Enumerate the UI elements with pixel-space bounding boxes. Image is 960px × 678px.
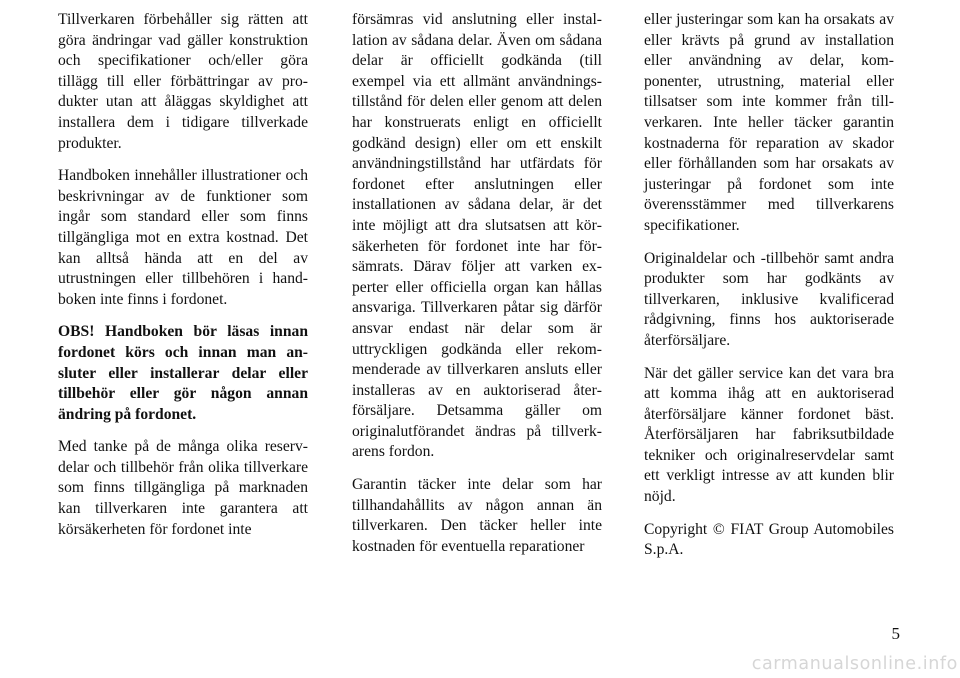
notice-paragraph: OBS! Handboken bör läsas innan fordonet körs och innan man ansluter eller installerar delar eller tillbehör eller gör någon annan ändring på fordonet. <box>58 323 308 423</box>
paragraph: Garantin täcker inte delar som har tillhandahållits av någon annan än tillverkaren. Den täcker heller inte kostnaden för eventuella reparationer <box>352 476 602 555</box>
paragraph: Tillverkaren förbehåller sig rätten att göra ändringar vad gäller konstruktion och specifikationer och/eller göra tillägg till eller förbättringar av produkter utan att åläggas skyldighet att installera dem i tidigare tillverkade produkter. <box>58 11 308 152</box>
text-column-2 <box>352 10 602 569</box>
paragraph: försämras vid anslutning eller installation av sådana delar. Även om sådana delar är officiellt godkända (till exempel via ett allmänt användningstillstånd för delen eller genom att delen har konstruerats enligt en officiellt godkänd design) eller om ett enskilt användningstillstånd har utfärdats för fordonet efter anslutningen eller installationen av sådana delar, är det inte möjligt att dra slutsatsen att körsäkerheten för fordonet inte har försämrats. Därav följer att varken experter eller officiella organ kan hållas ansvariga. Tillverkaren påtar sig därför ansvar endast när delar som är uttryckligen godkända eller rekommenderade av tillverkaren ansluts eller installeras av en auktoriserad återförsäljare. Detsamma gäller om originalutförandet ändras på tillverkarens fordon. <box>352 11 602 461</box>
text-column-1 <box>58 10 308 552</box>
paragraph: eller justeringar som kan ha orsakats av eller krävts på grund av installation eller användning av delar, komponenter, utrustning, material eller tillsatser som inte kommer från tillverkaren. Inte heller täcker garantin kostnaderna för reparation av skador eller förhållanden som har orsakats av justeringar på fordonet som inte överensstämmer med tillverkarens specifikationer. <box>644 11 894 234</box>
paragraph: Originaldelar och -tillbehör samt andra produkter som har godkänts av tillverkaren, inklusive kvalificerad rådgivning, finns hos auktoriserade återförsäljare. <box>644 249 894 349</box>
watermark: carmanualsonline.info <box>751 654 958 674</box>
copyright-paragraph: Copyright © FIAT Group Automobiles S.p.A. <box>644 520 894 559</box>
page-number: 5 <box>891 624 900 643</box>
paragraph: Med tanke på de många olika reservdelar och tillbehör från olika tillverkare som finns tillgängliga på marknaden kan tillverkaren inte garantera att körsäkerheten för fordonet inte <box>58 438 308 538</box>
paragraph: Handboken innehåller illustrationer och beskrivningar av de funktioner som ingår som standard eller som finns tillgängliga mot en extra kostnad. Det kan alltså hända att en del av utrustningen eller tillbehören i handboken inte finns i fordonet. <box>58 167 308 308</box>
text-column-3 <box>644 10 894 573</box>
paragraph: När det gäller service kan det vara bra att komma ihåg att en auktoriserad återförsäljare känner fordonet bäst. Återförsäljaren har fabriksutbildade tekniker och originalreservdelar samt ett verkligt intresse av att kunden blir nöjd. <box>644 364 894 506</box>
